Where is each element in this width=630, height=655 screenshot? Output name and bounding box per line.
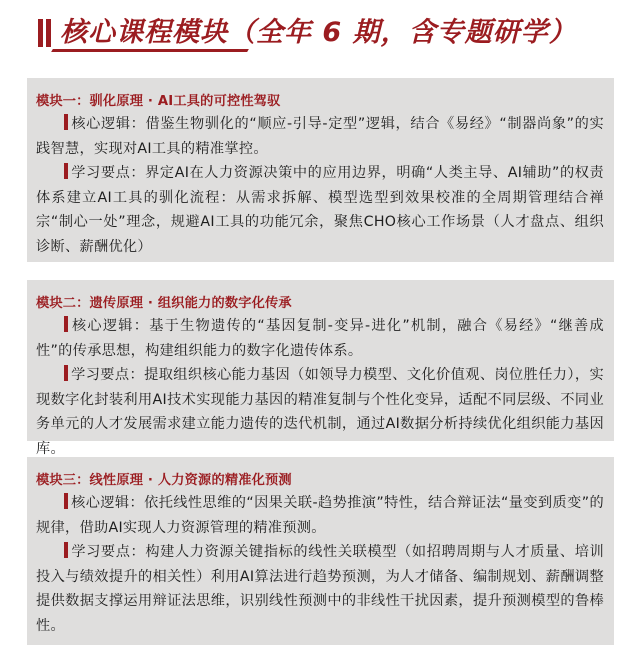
title-bar-icon (46, 19, 51, 47)
title-text: 核心课程模块（全年 6 期，含专题研学） (60, 17, 577, 48)
module-card-3 (27, 457, 614, 645)
module-heading: 模块二：遗传原理 · 组织能力的数字化传承 (36, 296, 292, 311)
bullet-bar-icon (64, 114, 68, 130)
bullet-bar-icon (64, 542, 68, 558)
module-card-1 (27, 78, 614, 262)
core-logic: 核心逻辑：基于生物遗传的“基因复制-变异-进化”机制，融合《易经》“继善成性”的传承思想，构建组织能力的数字化遗传体系。 (36, 318, 604, 359)
bullet-bar-icon (64, 163, 68, 179)
core-logic: 核心逻辑：依托线性思维的“因果关联-趋势推演”特性，结合辩证法“量变到质变”的规律，借助AI实现人力资源管理的精准预测。 (36, 495, 604, 536)
title-bar-icon (38, 19, 43, 47)
core-logic: 核心逻辑：借鉴生物驯化的“顺应-引导-定型”逻辑，结合《易经》“制器尚象”的实践智慧，实现对AI工具的精准掌控。 (36, 116, 604, 157)
bullet-bar-icon (64, 316, 68, 332)
title-underline (51, 49, 249, 52)
module-card-2 (27, 280, 614, 457)
module-heading: 模块一：驯化原理 · AI工具的可控性驾驭 (36, 94, 281, 109)
key-points: 学习要点：构建人力资源关键指标的线性关联模型（如招聘周期与人才质量、培训投入与绩效提升的相关性）利用AI算法进行趋势预测，为人才储备、编制规划、薪酬调整提供数据支撑运用辩证法思维，识别线性预测中的非线性干扰因素，提升预测模型的鲁棒性。 (36, 544, 604, 634)
bullet-bar-icon (64, 493, 68, 509)
module-heading: 模块三：线性原理 · 人力资源的精准化预测 (36, 473, 292, 488)
key-points: 学习要点：界定AI在人力资源决策中的应用边界，明确“人类主导、AI辅助”的权责体系建立AI工具的驯化流程：从需求拆解、模型选型到效果校准的全周期管理结合禅宗“制心一处”理念，规避AI工具的功能冗余，聚焦CHO核心工作场景（人才盘点、组织诊断、薪酬优化） (36, 165, 604, 255)
section-title (38, 15, 598, 55)
key-points: 学习要点：提取组织核心能力基因（如领导力模型、文化价值观、岗位胜任力），实现数字化封装利用AI技术实现能力基因的精准复制与个性化变异，适配不同层级、不同业务单元的人才发展需求建立能力遗传的迭代机制，通过AI数据分析持续优化组织能力基因库。 (36, 367, 604, 457)
bullet-bar-icon (64, 365, 68, 381)
